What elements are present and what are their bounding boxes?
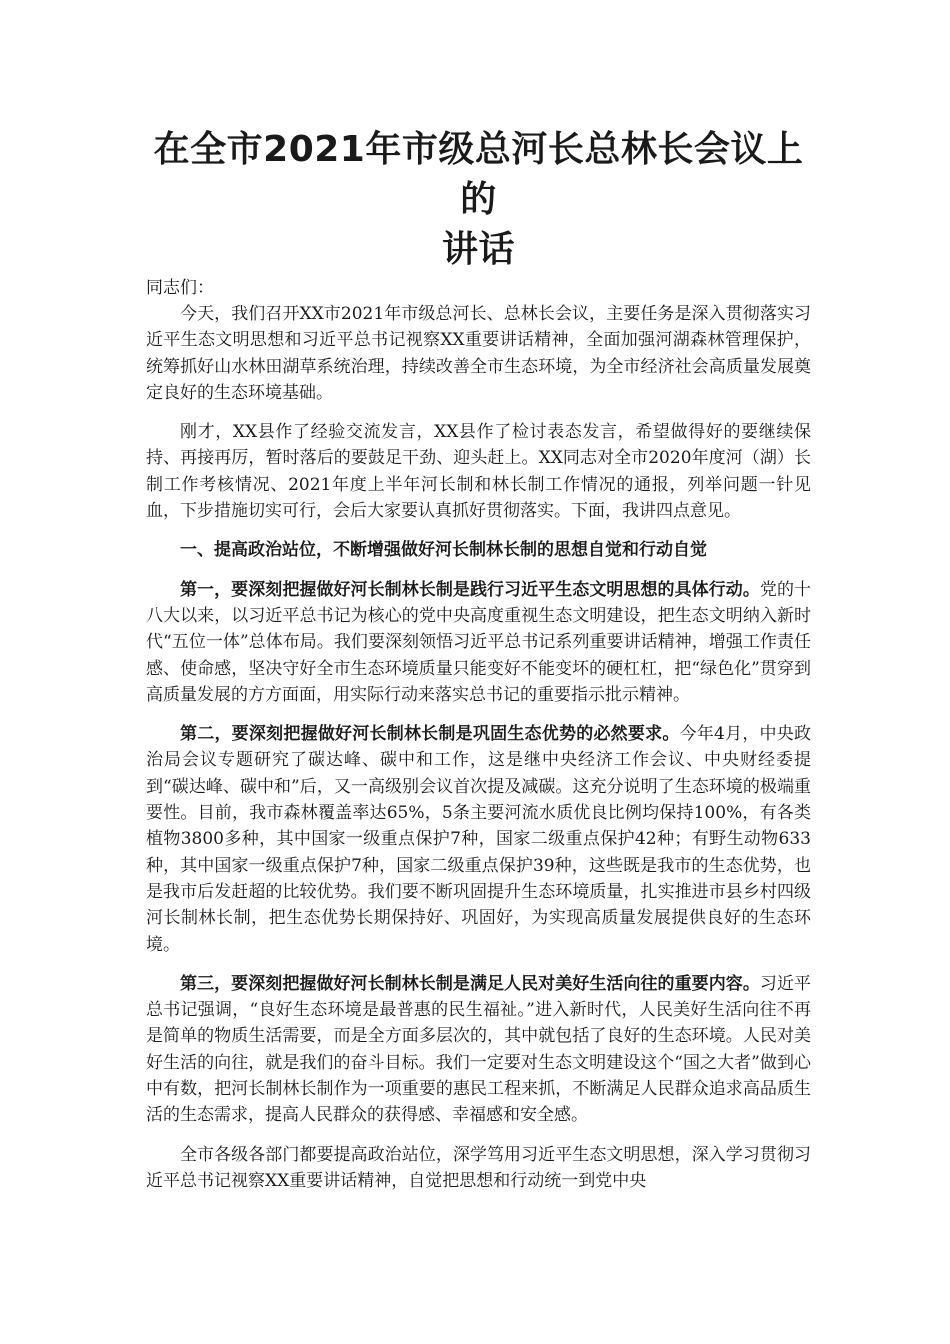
section-heading: 一、提高政治站位，不断增强做好河长制林长制的思想自觉和行动自觉 xyxy=(180,540,707,561)
point-text: 党的十八大以来，以习近平总书记为核心的党中央高度重视生态文明建设，把生态文明纳入新时代“五位一体”总体布局。我们要深刻领悟习近平总书记系列重要讲话精神，增强工作责任感、使命感，坚决守好全市生态环境质量只能变好不能变坏的硬杠杠，把“绿色化”贯穿到高质量发展的方方面面，用实际行动来落实总书记的重要指示批示精神。 xyxy=(146,579,812,705)
document-page xyxy=(146,125,811,1207)
point-lead: 第一，要深刻把握做好河长制林长制是践行习近平生态文明思想的具体行动。 xyxy=(180,579,760,600)
paragraph-intro xyxy=(146,301,811,406)
paragraph-text: 今天，我们召开XX市2021年市级总河长、总林长会议，主要任务是深入贯彻落实习近平生态文明思想和习近平总书记视察XX重要讲话精神，全面加强河湖森林管理保护，统筹抓好山水林田湖草系统治理，持续改善全市生态环境，为全市经济社会高质量发展奠定良好的生态环境基础。 xyxy=(146,304,811,403)
paragraph-text: 全市各级各部门都要提高政治站位，深学笃用习近平生态文明思想，深入学习贯彻习近平总书记视察XX重要讲话精神，自觉把思想和行动统一到党中央 xyxy=(146,1144,811,1191)
point-text: 习近平总书记强调，“良好生态环境是最普惠的民生福祉。”进入新时代，人民美好生活向往不再是简单的物质生活需要，而是全方面多层次的，其中就包括了良好的生态环境。人民对美好生活的向往，就是我们的奋斗目标。我们一定要对生态文明建设这个“国之大者”做到心中有数，把河长制林长制作为一项重要的惠民工程来抓，不断满足人民群众追求高品质生活的生态需求，提高人民群众的获得感、幸福感和安全感。 xyxy=(146,973,812,1126)
point-lead: 第三，要深刻把握做好河长制林长制是满足人民对美好生活向往的重要内容。 xyxy=(180,973,760,994)
paragraph-closing xyxy=(146,1142,811,1195)
title-line-2: 讲话 xyxy=(441,229,515,270)
point-paragraph xyxy=(146,577,811,708)
greeting: 同志们： xyxy=(146,278,214,298)
point-lead: 第二，要深刻把握做好河长制林长制是巩固生态优势的必然要求。 xyxy=(180,724,680,745)
point-text: 今年4月，中央政治局会议专题研究了碳达峰、碳中和工作，这是继中央经济工作会议、中央财经委提到“碳达峰、碳中和”后，又一高级别会议首次提及减碳。这充分说明了生态环境的极端重要性。目前，我市森林覆盖率达65%，5条主要河流水质优良比例均保持100%，有各类植物3800多种，其中国家一级重点保护7种，国家二级重点保护42种；有野生动物633种，其中国家一级重点保护7种，国家二级重点保护39种，这些既是我市的生态优势，也是我市后发赶超的比较优势。我们要不断巩固提升生态环境质量，扎实推进市县乡村四级河长制林长制，把生态优势长期保持好、巩固好，为实现高质量发展提供良好的生态环境。 xyxy=(146,724,811,955)
title-line-1: 在全市2021年市级总河长总林长会议上的 xyxy=(153,129,804,220)
document-title xyxy=(146,125,811,275)
point-paragraph xyxy=(146,971,811,1129)
paragraph-text: 刚才，XX县作了经验交流发言，XX县作了检讨表态发言，希望做得好的要继续保持、再接再厉，暂时落后的要鼓足干劲、迎头赶上。XX同志对全市2020年度河（湖）长制工作考核情况、2021年度上半年河长制和林长制工作情况的通报，列举问题一针见血，下步措施切实可行，会后大家要认真抓好贯彻落实。下面，我讲四点意见。 xyxy=(146,422,811,522)
point-paragraph xyxy=(146,721,811,958)
paragraph-review xyxy=(146,419,811,524)
